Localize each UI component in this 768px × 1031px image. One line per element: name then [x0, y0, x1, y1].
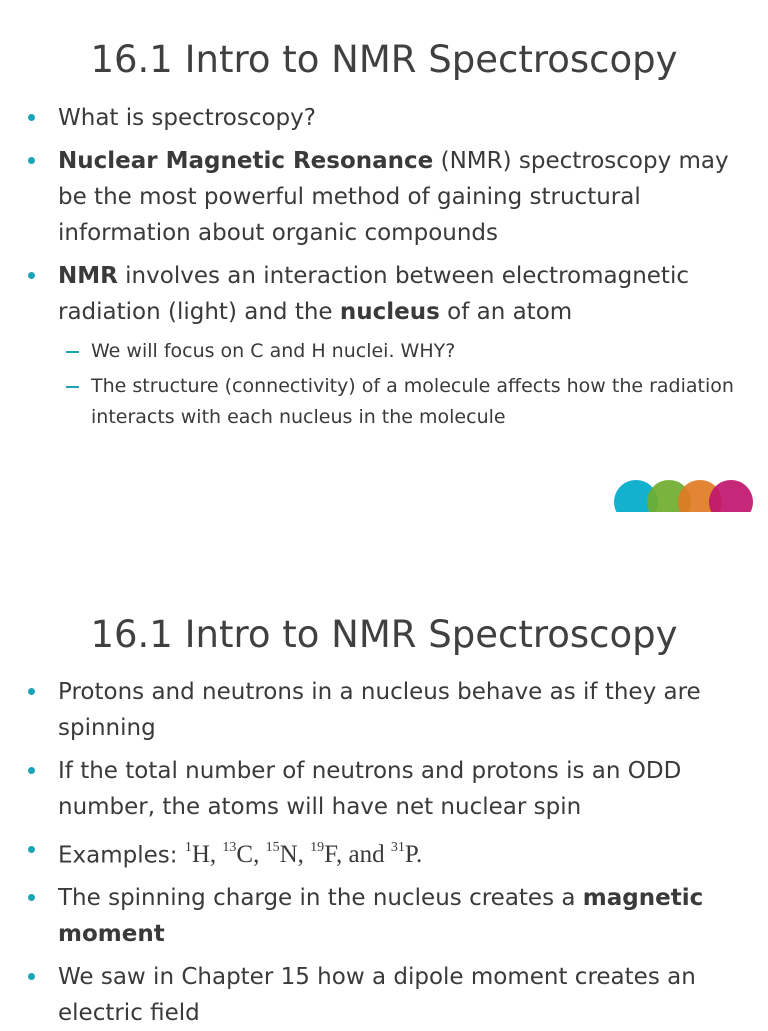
element-symbol: H, [191, 841, 223, 869]
bullet-dot-icon [28, 767, 35, 774]
sub-bullet-text: The structure (connectivity) of a molecule affects how the radiation interacts with each nucleus in the molecule [91, 375, 734, 428]
bullet-dot-icon [28, 272, 35, 279]
bullet-text: of an atom [439, 299, 573, 325]
mass-number: 15 [265, 840, 280, 855]
element-symbol: C, [236, 841, 266, 869]
bullet-text: The spinning charge in the nucleus creates a [58, 885, 583, 912]
element-symbol: P. [404, 841, 423, 869]
mass-number: 31 [390, 840, 405, 855]
sub-bullet-text: We will focus on C and H nuclei. WHY? [91, 340, 456, 362]
bullet-dot-icon [28, 688, 35, 695]
dash-icon [66, 386, 79, 388]
bullet-text: We saw in Chapter 15 how a dipole moment creates an electric field [58, 964, 696, 1027]
element-symbol: N, [279, 841, 311, 869]
bullet-dot-icon [28, 894, 35, 901]
bullet-text: Protons and neutrons in a nucleus behave as if they are spinning [58, 679, 701, 741]
bullet-text: If the total number of neutrons and protons is an ODD number, the atoms will have net nuclear spin [58, 758, 682, 820]
bullet-item [0, 143, 768, 251]
bullet-text: What is spectroscopy? [58, 105, 316, 131]
sub-bullet-item [0, 336, 768, 367]
bullet-item [0, 258, 768, 330]
mass-number: 13 [222, 840, 237, 855]
slide-body [0, 674, 768, 1031]
slide-body [0, 100, 768, 433]
bullet-item [0, 753, 768, 825]
bold-term: magnetic moment [58, 885, 704, 948]
bullet-text: Examples: [58, 842, 185, 869]
dash-icon [66, 351, 79, 353]
mass-number: 19 [310, 840, 325, 855]
slide-2 [0, 512, 768, 1027]
slide-title: 16.1 Intro to NMR Spectroscopy [90, 613, 678, 656]
bullet-dot-icon [28, 846, 35, 853]
bullet-item [0, 880, 768, 952]
bold-term: nucleus [339, 299, 440, 325]
bullet-text: (NMR) spectroscopy may be the most powerful method of gaining structural information about organic compounds [58, 148, 729, 246]
bullet-dot-icon [28, 114, 35, 121]
bullet-dot-icon [28, 157, 35, 164]
slide-1 [0, 0, 768, 512]
slide-title: 16.1 Intro to NMR Spectroscopy [90, 38, 678, 81]
bullet-dot-icon [28, 973, 35, 980]
bold-term: NMR [58, 263, 118, 289]
sub-bullet-item [0, 371, 768, 433]
bullet-item [0, 832, 768, 873]
isotope-list [185, 841, 422, 868]
bold-term: Nuclear Magnetic Resonance [58, 148, 434, 174]
element-symbol: F, and [324, 841, 391, 869]
bullet-item [0, 100, 768, 136]
mass-number: 1 [184, 840, 192, 855]
bullet-item [0, 674, 768, 746]
bullet-item [0, 959, 768, 1031]
bullet-text: involves an interaction between electromagnetic radiation (light) and the [58, 263, 689, 325]
